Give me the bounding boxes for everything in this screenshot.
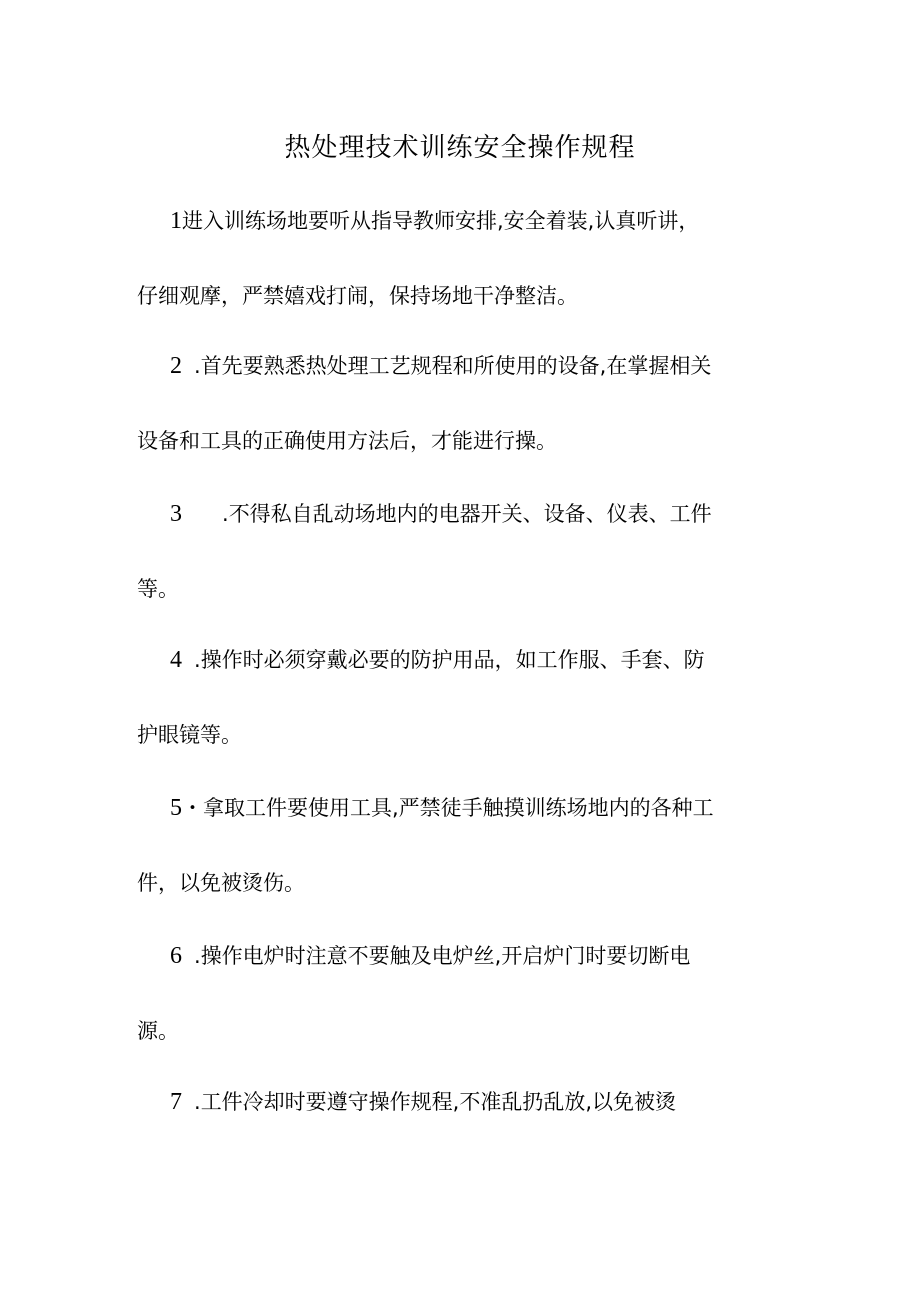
rule-separator: . [222, 502, 229, 526]
rule-item-4-text-2: 护眼镜等。 [137, 723, 242, 747]
document-title: 热处理技术训练安全操作规程 [284, 133, 636, 163]
rule-item-2-text-1: 首先要熟悉热处理工艺规程和所使用的设备,在掌握相关 [200, 354, 712, 378]
rule-item-5 [137, 792, 797, 899]
rule-separator: . [194, 944, 201, 968]
rule-number: 3 [170, 501, 182, 527]
rule-item-5-text-2: 件，以免被烫伤。 [137, 871, 305, 895]
rule-item-3-text-2: 等。 [137, 577, 179, 601]
rule-separator: . [194, 1090, 201, 1114]
rule-item-4-line-1 [137, 644, 797, 676]
rule-number: 5 [170, 795, 182, 821]
rule-item-1-text-2: 仔细观摩，严禁嬉戏打闹，保持场地干净整洁。 [137, 284, 578, 308]
rule-item-5-text-1: 拿取工件要使用工具,严禁徒手触摸训练场地内的各种工 [203, 796, 714, 820]
rule-number: 4 [170, 647, 182, 673]
rule-item-1-text-1: 进入训练场地要听从指导教师安排,安全着装,认真听讲， [182, 209, 700, 233]
rule-item-2-line-1 [137, 350, 797, 382]
rule-number: 2 [170, 353, 182, 379]
rule-item-1 [137, 205, 797, 312]
rule-item-1-line-1 [137, 205, 797, 237]
rule-number: 6 [170, 943, 182, 969]
rule-item-3 [137, 498, 797, 605]
rule-item-7-line-1 [137, 1086, 797, 1118]
rule-item-5-line-1 [137, 792, 797, 824]
rule-item-6-text-2: 源。 [137, 1019, 179, 1043]
rule-item-3-line-1 [137, 498, 797, 530]
rule-number: 7 [170, 1089, 182, 1115]
rule-item-3-text-1: 不得私自乱动场地内的电器开关、设备、仪表、工件 [228, 502, 712, 526]
rule-item-4 [137, 644, 797, 751]
rule-separator: . [194, 354, 201, 378]
rule-item-4-text-1: 操作时必须穿戴必要的防护用品，如工作服、手套、防 [200, 648, 705, 672]
rule-item-2-text-2: 设备和工具的正确使用方法后，才能进行操。 [137, 429, 557, 453]
rule-item-7-text-1: 工件冷却时要遵守操作规程,不准乱扔乱放,以免被烫 [200, 1090, 677, 1114]
rule-item-2 [137, 350, 797, 457]
rule-separator: . [194, 648, 201, 672]
rule-item-6-line-1 [137, 940, 797, 972]
rule-item-6 [137, 940, 797, 1047]
rule-item-6-text-1: 操作电炉时注意不要触及电炉丝,开启炉门时要切断电 [200, 944, 691, 968]
rule-separator: ・ [182, 796, 203, 820]
rule-item-7 [137, 1086, 797, 1118]
rule-number: 1 [170, 208, 182, 234]
